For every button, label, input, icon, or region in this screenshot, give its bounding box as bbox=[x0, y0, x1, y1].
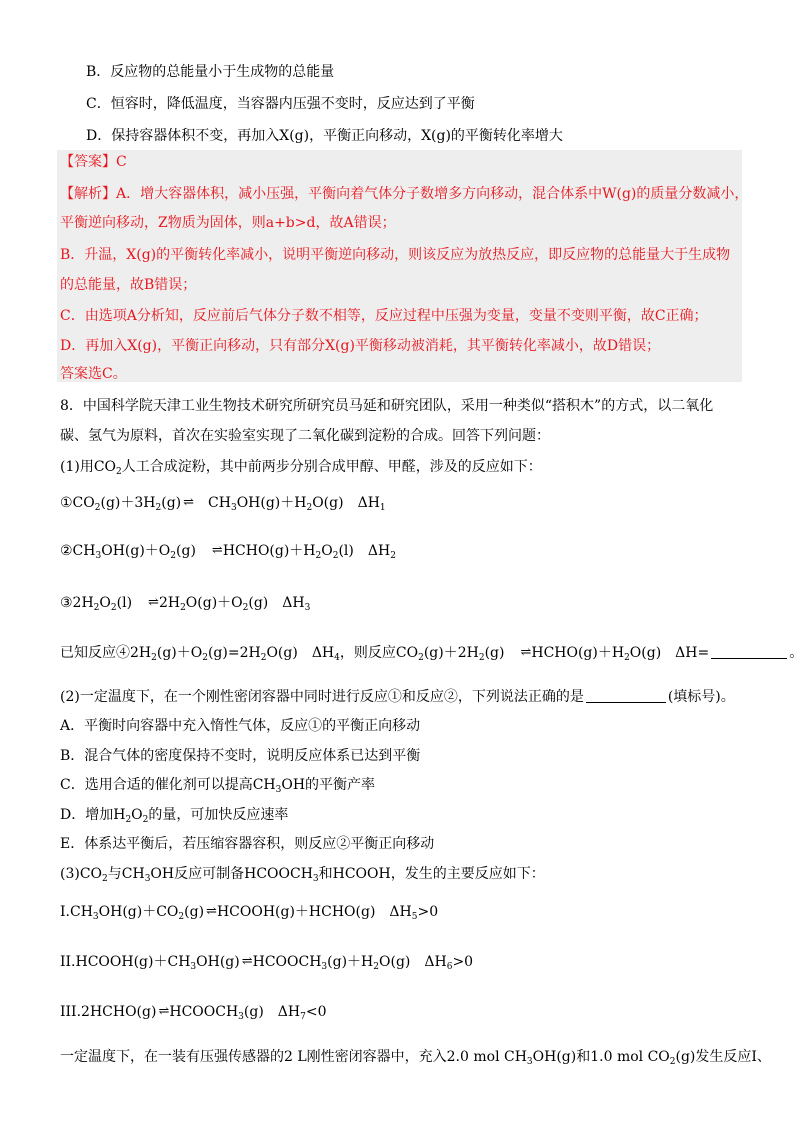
q8-intro-1: 8．中国科学院天津工业生物技术研究所研究员马延和研究团队，采用一种类似“搭积木”的方式，以二氧化 bbox=[60, 398, 714, 414]
equilibrium-arrow-icon: ⇌ bbox=[183, 495, 193, 510]
analysis-line-6: D．再加入X(g)，平衡正向移动，只有部分X(g)平衡移动被消耗，其平衡转化率减小，故D错误； bbox=[60, 338, 661, 354]
reaction-III: III.2HCHO(g) ⇌ $HCOOCH_3(g)$ $\Delta H_7<0$ bbox=[60, 1004, 327, 1022]
equilibrium-arrow-icon: ⇌ bbox=[158, 1004, 168, 1019]
reaction-1: $①CO_2(g)+3H_2(g)$ ⇌ $CH_3OH(g)+H_2O(g)$ $\Delta H_1$ bbox=[60, 495, 386, 513]
reaction-3: $③2H_2O_2(l)$ ⇌ $2H_2O(g)+O_2(g)$ $\Delta H_3$ bbox=[60, 595, 311, 613]
analysis-label: 【解析】 bbox=[60, 186, 116, 202]
part2-option-b: B．混合气体的密度保持不变时，说明反应体系已达到平衡 bbox=[60, 748, 421, 764]
reaction-I: $I.CH_3OH(g)+CO_2(g)$ ⇌ HCOOH(g)＋HCHO(g) $\Delta H_5>0$ bbox=[60, 904, 439, 922]
q8-part2: (2)一定温度下，在一个刚性密闭容器中同时进行反应①和反应②，下列说法正确的是 (填标号)。 bbox=[60, 689, 735, 705]
equilibrium-arrow-icon: ⇌ bbox=[148, 595, 157, 610]
answer-value: C bbox=[116, 154, 127, 170]
option-b-line: B．反应物的总能量小于生成物的总能量 bbox=[86, 64, 335, 80]
q8-last-line: 一定温度下，在一装有压强传感器的2 L刚性密闭容器中，充入2.0 mol $CH_3OH(g)$和1.0 mol $CO_2(g)$发生反应Ⅰ、 bbox=[60, 1049, 771, 1067]
analysis-line-3: B．升温，X(g)的平衡转化率减小，说明平衡逆向移动，则该反应为放热反应，即反应物的总能量大于生成物 bbox=[60, 247, 731, 263]
analysis-line-1 bbox=[60, 184, 748, 204]
q8-intro-2: 碳、氢气为原料，首次在实验室实现了二氧化碳到淀粉的合成。回答下列问题： bbox=[60, 428, 550, 444]
analysis-text-1: A．增大容器体积，减小压强，平衡向着气体分子数增多方向移动，混合体系中W(g)的质量分数减小， bbox=[116, 186, 749, 202]
option-c-line: C．恒容时，降低温度，当容器内压强不变时，反应达到了平衡 bbox=[86, 96, 475, 112]
known-reaction-line: 已知反应$④2H_2(g)+O_2(g)=2H_2O(g)$ $\Delta H_4$，则反应$CO_2(g)+2H_2(g)$ ⇌ $HCHO(g)+H_2O(g)$ ΔH= 。 bbox=[60, 645, 803, 663]
analysis-line-7: 答案选C。 bbox=[60, 366, 127, 382]
equilibrium-arrow-icon: ⇌ bbox=[211, 543, 221, 558]
equilibrium-arrow-icon: ⇌ bbox=[520, 645, 530, 660]
option-d-line: D．保持容器体积不变，再加入X(g)，平衡正向移动，X(g)的平衡转化率增大 bbox=[86, 128, 563, 144]
q8-part3: $(3)CO_2$与$CH_3OH$反应可制备$HCOOCH_3$和HCOOH，发生的主要反应如下： bbox=[60, 866, 545, 884]
equilibrium-arrow-icon: ⇌ bbox=[241, 954, 251, 969]
answer-blank-part2[interactable] bbox=[586, 688, 666, 703]
equilibrium-arrow-icon: ⇌ bbox=[206, 904, 215, 919]
part2-option-a: A．平衡时向容器中充入惰性气体，反应①的平衡正向移动 bbox=[60, 718, 421, 734]
q8-part1: (1)用$CO_2$人工合成淀粉，其中前两步分别合成甲醇、甲醛，涉及的反应如下： bbox=[60, 459, 542, 477]
analysis-line-4: 的总能量，故B错误； bbox=[60, 277, 197, 293]
answer-blank-dh[interactable] bbox=[711, 644, 787, 659]
analysis-line-2: 平衡逆向移动，Z物质为固体，则a+b>d，故A错误； bbox=[60, 215, 396, 231]
part2-option-d: D．增加$H_2O_2$的量，可加快反应速率 bbox=[60, 807, 289, 825]
reaction-2: $②CH_3OH(g)+O_2(g)$ ⇌ $HCHO(g)+H_2O_2(l)$ $\Delta H_2$ bbox=[60, 543, 396, 561]
analysis-line-5: C．由选项A分析知，反应前后气体分子数不相等，反应过程中压强为变量，变量不变则平衡，故C正确； bbox=[60, 308, 708, 324]
reaction-II: $II.HCOOH(g)+CH_3OH(g)$ ⇌ $HCOOCH_3(g)+H_2O(g)$ $\Delta H_6>0$ bbox=[60, 954, 474, 972]
part2-option-c: C．选用合适的催化剂可以提高$CH_3OH$的平衡产率 bbox=[60, 777, 376, 795]
part2-option-e: E．体系达平衡后，若压缩容器容积，则反应②平衡正向移动 bbox=[60, 836, 435, 852]
answer-label: 【答案】 bbox=[60, 154, 116, 170]
answer-line bbox=[60, 152, 127, 172]
